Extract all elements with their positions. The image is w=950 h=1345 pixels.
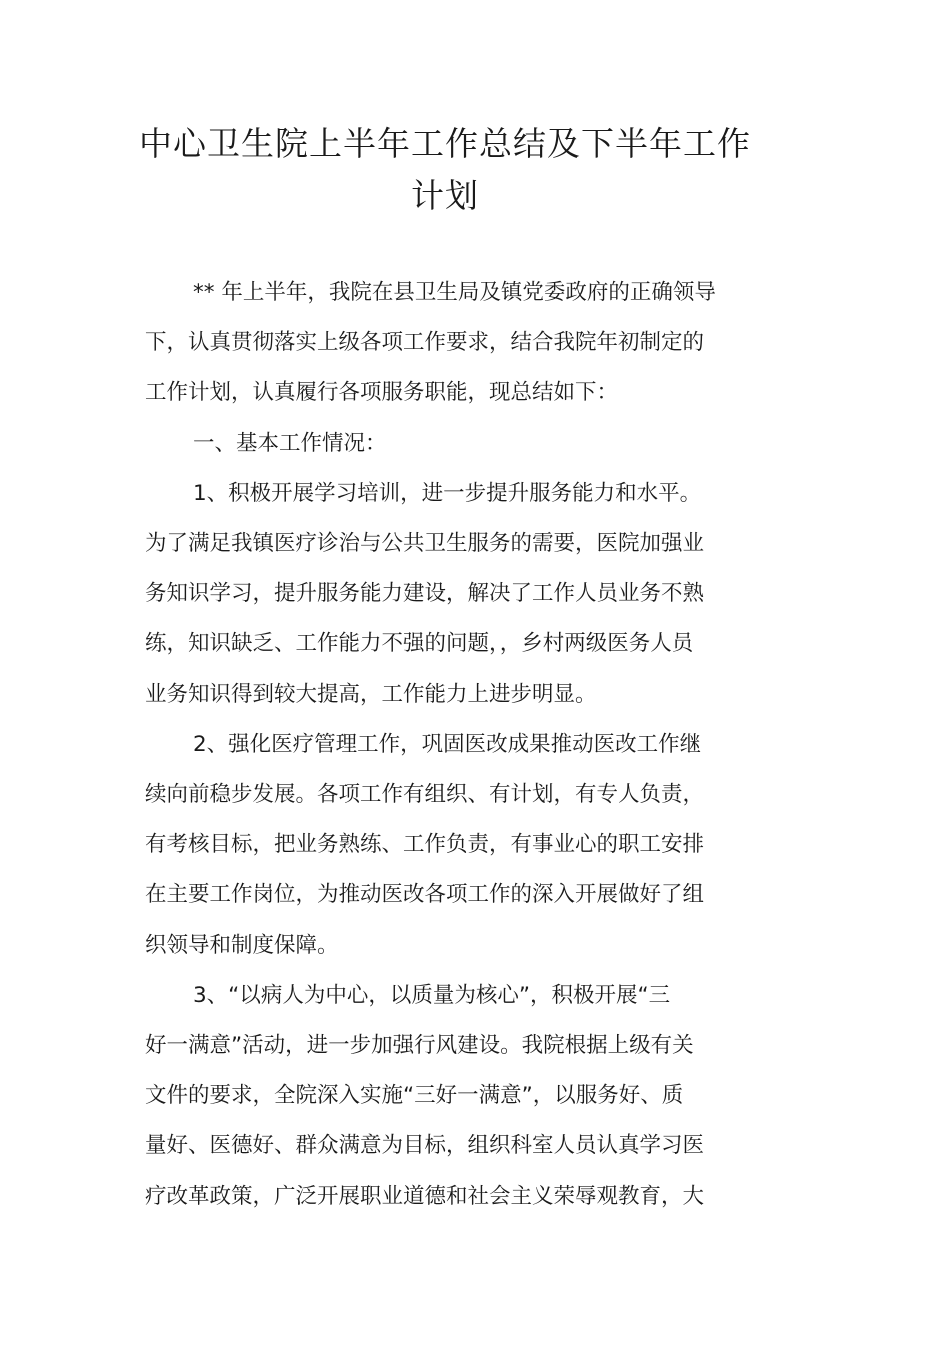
body-line: 有考核目标，把业务熟练、工作负责，有事业心的职工安排 [145,832,705,858]
title-line-2: 计划 [411,176,479,215]
body-line: 文件的要求，全院深入实施“三好一满意”，以服务好、质 [145,1083,684,1109]
body-line: 练，知识缺乏、工作能力不强的问题，，乡村两级医务人员 [145,631,694,657]
body-line: 量好、医德好、群众满意为目标，组织科室人员认真学习医 [145,1133,705,1159]
body-line: 为了满足我镇医疗诊治与公共卫生服务的需要，医院加强业 [145,531,705,557]
body-line: 续向前稳步发展。各项工作有组织、有计划，有专人负责， [145,782,705,808]
body-line: 下，认真贯彻落实上级各项工作要求，结合我院年初制定的 [145,330,705,356]
body-line: 1、积极开展学习培训，进一步提升服务能力和水平。 [193,480,702,506]
body-line: 3、“以病人为中心，以质量为核心”，积极开展“三 [193,982,671,1008]
body-line: 业务知识得到较大提高，工作能力上进步明显。 [145,681,597,707]
document-title [0,118,890,222]
body-line: 务知识学习，提升服务能力建设，解决了工作人员业务不熟 [145,581,705,607]
body-line: 在主要工作岗位，为推动医改各项工作的深入开展做好了组 [145,882,705,908]
body-line: 织领导和制度保障。 [145,932,339,958]
document-body [145,268,745,1222]
body-line: ** 年上半年，我院在县卫生局及镇党委政府的正确领导 [193,280,716,305]
title-line-1: 中心卫生院上半年工作总结及下半年工作 [139,124,751,163]
body-line: 2、强化医疗管理工作，巩固医改成果推动医改工作继 [193,731,702,757]
body-line: 一、基本工作情况： [193,430,387,456]
body-line: 疗改革政策，广泛开展职业道德和社会主义荣辱观教育，大 [145,1183,705,1209]
body-line: 好一满意”活动，进一步加强行风建设。我院根据上级有关 [145,1033,694,1059]
body-line: 工作计划，认真履行各项服务职能，现总结如下： [145,380,619,406]
